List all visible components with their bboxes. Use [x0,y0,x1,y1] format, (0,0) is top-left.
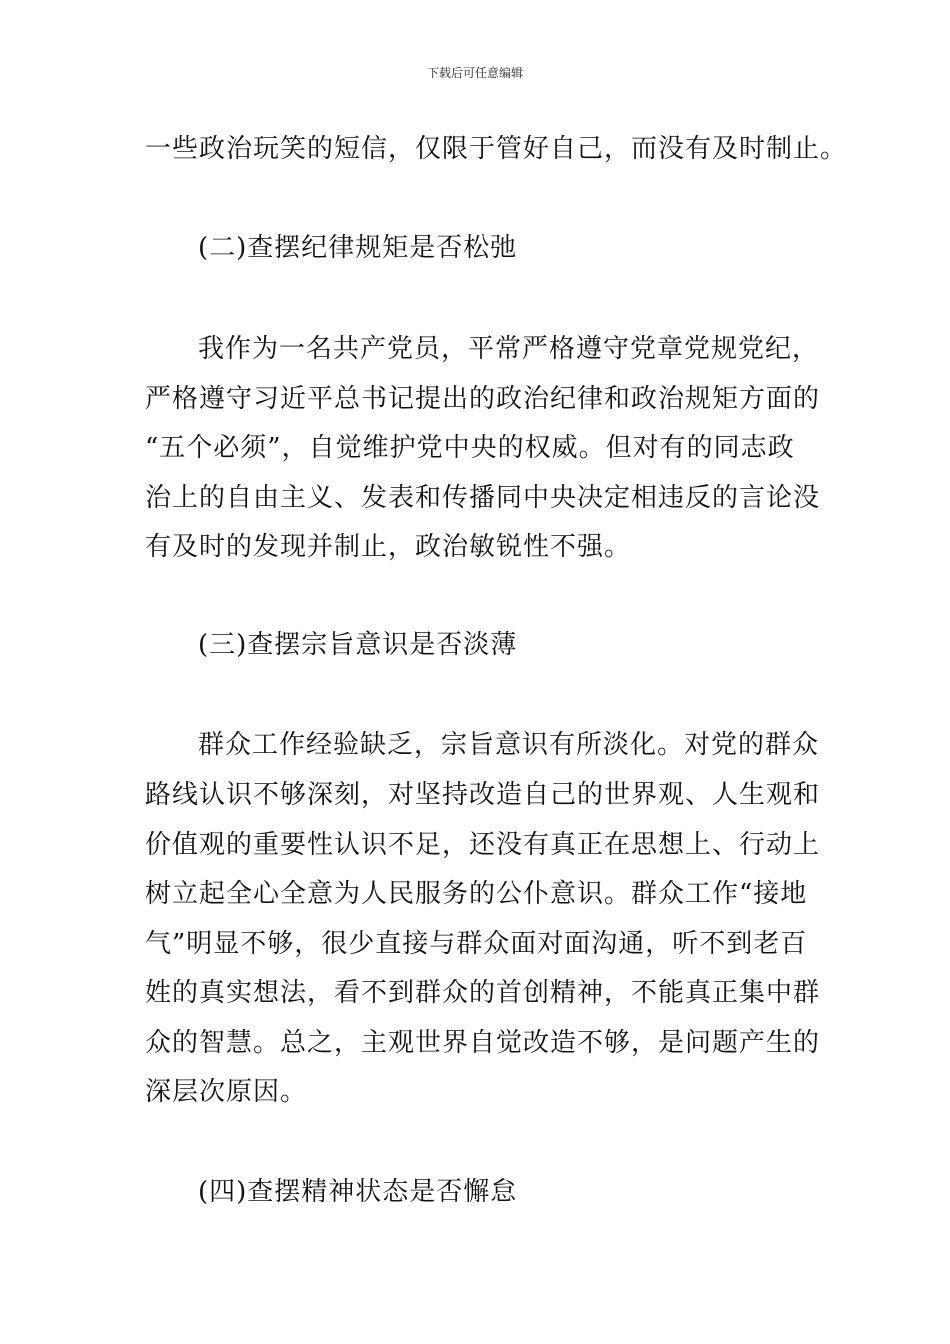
paragraph-line: 深层次原因。 [145,1077,308,1107]
paragraph-line: 一些政治玩笑的短信，仅限于管好自己，而没有及时制止。 [145,134,848,164]
paragraph-line: “五个必须”，自觉维护党中央的权威。但对有的同志政 [145,433,795,463]
paragraph-line: 气”明显不够，很少直接与群众面对面沟通，听不到老百 [145,929,808,959]
paragraph-line: 树立起全心全意为人民服务的公仆意识。群众工作“接地 [145,879,808,909]
paragraph-line: 群众工作经验缺乏，宗旨意识有所淡化。对党的群众 [198,730,820,760]
paragraph-line: 严格遵守习近平总书记提出的政治纪律和政治规矩方面的 [145,384,821,414]
paragraph-line: 姓的真实想法，看不到群众的首创精神，不能真正集中群 [145,978,821,1008]
paragraph-line: 我作为一名共产党员，平常严格遵守党章党规党纪， [198,334,820,364]
section-heading-3: (三)查摆宗旨意识是否淡薄 [198,630,518,660]
page-header: 下载后可任意编辑 [426,66,523,80]
section-heading-2: (二)查摆纪律规矩是否松弛 [198,233,518,263]
paragraph-line: 治上的自由主义、发表和传播同中央决定相违反的言论没 [145,483,821,513]
paragraph-line: 价值观的重要性认识不足，还没有真正在思想上、行动上 [145,830,821,860]
paragraph-line: 众的智慧。总之，主观世界自觉改造不够，是问题产生的 [145,1028,821,1058]
paragraph-line: 路线认识不够深刻，对坚持改造自己的世界观、人生观和 [145,780,821,810]
paragraph-line: 有及时的发现并制止，政治敏锐性不强。 [145,532,632,562]
section-heading-4: (四)查摆精神状态是否懈怠 [198,1177,518,1207]
